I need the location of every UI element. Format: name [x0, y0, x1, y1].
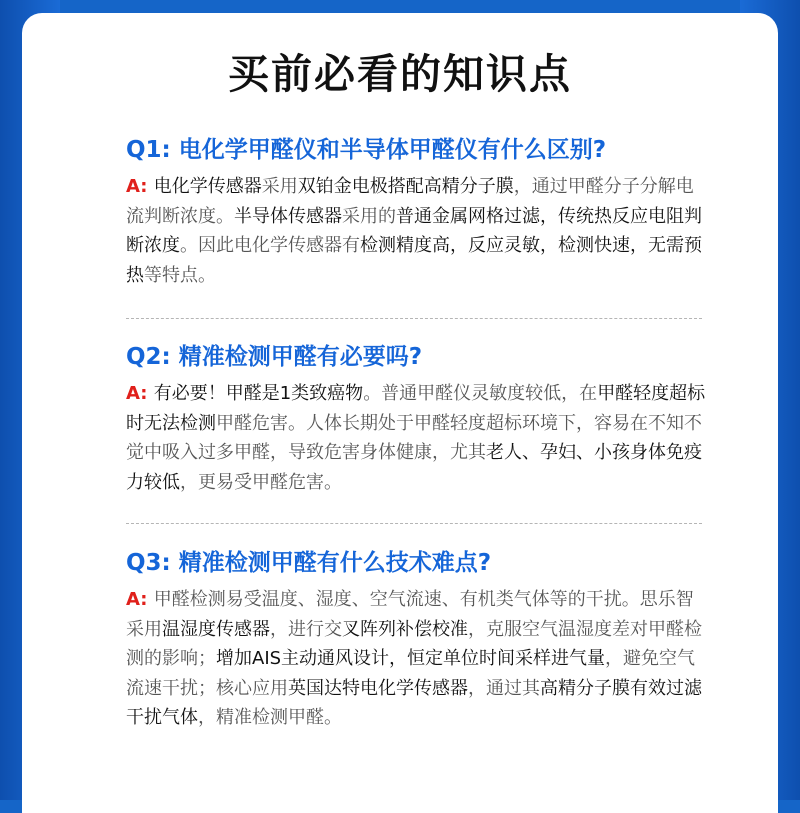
qa-block-1 — [126, 133, 706, 290]
page-title: 买前必看的知识点 — [228, 50, 572, 98]
answer-highlight-text: 高精分子膜有效过滤干扰气体 — [126, 677, 702, 728]
answer-1 — [126, 172, 706, 290]
question-1: Q1: 电化学甲醛仪和半导体甲醛仪有什么区别? — [126, 137, 607, 163]
answer-text: 等特点。 — [144, 264, 216, 286]
answer-text: ，避免空气流速干扰；核心应用 — [126, 648, 696, 699]
answer-prefix: A: — [126, 383, 154, 404]
answer-highlight-text: 温湿度传感器 — [162, 618, 270, 640]
answer-highlight-text: 有必要！甲醛是1类致癌物 — [153, 383, 364, 404]
answer-text: 甲醛危害。人体长期处于甲醛轻度超标环境下，容易在不知不觉中吸入过多甲醛，导致危害身体健康，尤其 — [126, 412, 702, 463]
answer-2 — [126, 379, 706, 497]
answer-text: ，更易受甲醛危害。 — [180, 471, 342, 493]
answer-highlight-text: 叉阵列补偿校准 — [342, 618, 468, 640]
question-3: Q3: 精准检测甲醛有什么技术难点? — [126, 550, 492, 576]
dashed-divider-1 — [126, 318, 702, 319]
content-card — [22, 13, 778, 813]
answer-highlight-text: 双铂金电极搭配高精分子膜 — [297, 176, 514, 197]
qa-block-3 — [126, 546, 706, 733]
answer-text: 甲醛检测易受温度、湿度、空气流速、有机类气体等的干扰。思乐智采用 — [126, 589, 694, 640]
answer-3 — [126, 585, 706, 733]
answer-text: ，克服空气温湿度差对甲醛检测的影响； — [126, 618, 702, 669]
answer-prefix: A: — [126, 176, 154, 197]
answer-highlight-text: 英国达特电化学传感器 — [288, 677, 468, 699]
answer-text: ，通过甲醛分子分解电流判断浓度。 — [126, 176, 694, 227]
dashed-divider-2 — [126, 523, 702, 524]
answer-highlight-text: 甲醛轻度超标时无法检测 — [126, 383, 706, 434]
answer-text: 采用 — [261, 176, 298, 197]
answer-highlight-text: 增加AIS主动通风设计，恒定单位时间采样进气量 — [216, 648, 606, 669]
answer-highlight-text: 普通金属网格过滤，传统热反应电阻判断浓度 — [126, 205, 702, 256]
answer-text: 。因此电化学传感器有 — [180, 235, 360, 256]
answer-text: ，精准检测甲醛。 — [198, 707, 342, 728]
answer-highlight-text: 检测精度高，反应灵敏，检测快速，无需预热 — [126, 235, 702, 286]
answer-highlight-text: 电化学传感器 — [153, 176, 262, 197]
answer-text: ，进行交 — [270, 618, 342, 640]
qa-block-2 — [126, 340, 706, 497]
answer-highlight-text: 半导体传感器 — [234, 205, 342, 227]
answer-text: 采用的 — [342, 205, 396, 227]
question-2: Q2: 精准检测甲醛有必要吗? — [126, 344, 423, 370]
answer-text: ，通过其 — [468, 677, 540, 699]
answer-prefix: A: — [126, 589, 154, 610]
answer-text: 。普通甲醛仪灵敏度较低，在 — [363, 383, 598, 404]
answer-highlight-text: 老人、孕妇、小孩身体免疫力较低 — [126, 442, 702, 493]
